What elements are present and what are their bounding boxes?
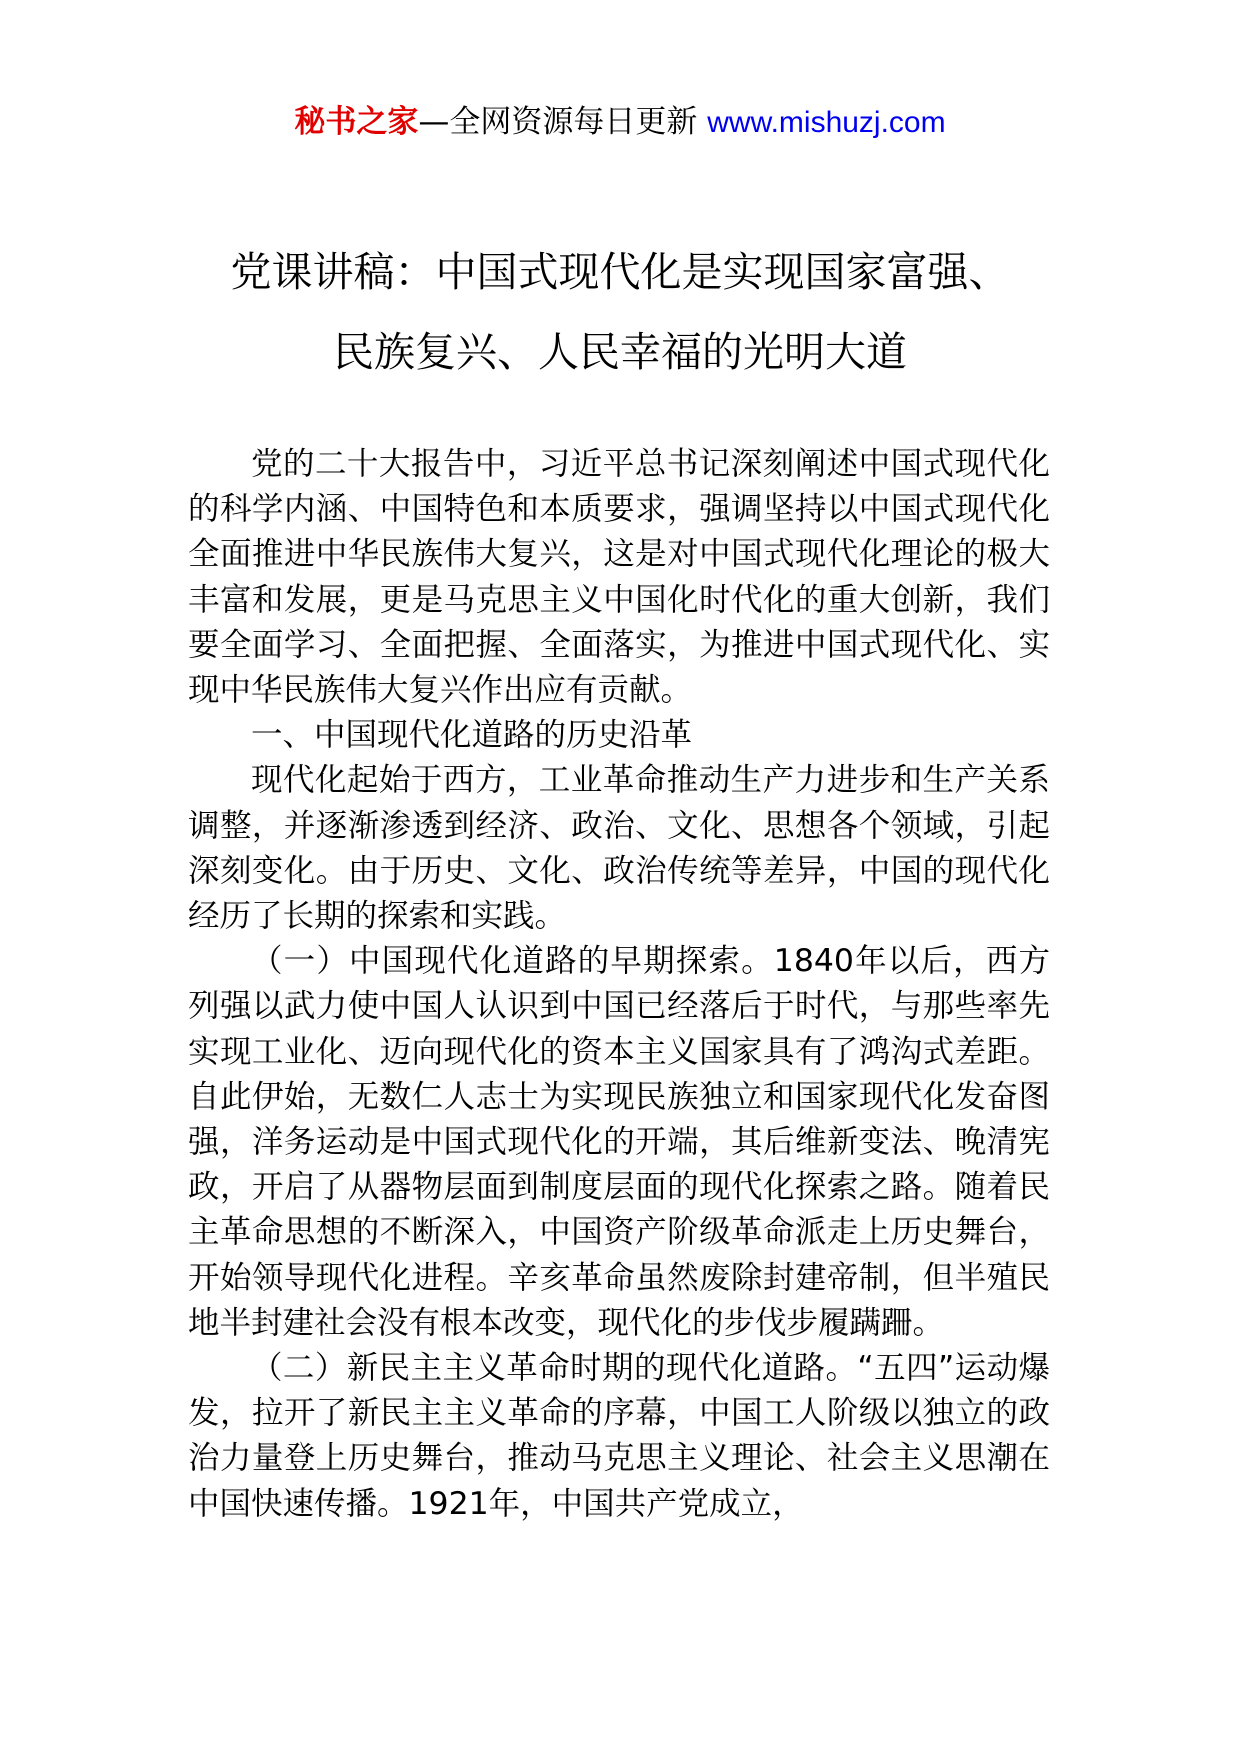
paragraph-modernization-origin: 现代化起始于西方，工业革命推动生产力进步和生产关系调整，并逐渐渗透到经济、政治、文化、思想各个领域，引起深刻变化。由于历史、文化、政治传统等差异，中国的现代化经历了长期的探索和实践。 [188, 762, 1050, 935]
website-link[interactable]: www.mishuzj.com [707, 106, 946, 139]
paragraph-intro: 党的二十大报告中，习近平总书记深刻阐述中国式现代化的科学内涵、中国特色和本质要求，强调坚持以中国式现代化全面推进中华民族伟大复兴，这是对中国式现代化理论的极大丰富和发展，更是马克思主义中国化时代化的重大创新，我们要全面学习、全面把握、全面落实，为推进中国式现代化、实现中华民族伟大复兴作出应有贡献。 [188, 446, 1050, 709]
section-heading-1: 一、中国现代化道路的历史沿革 [251, 717, 693, 754]
header-slogan: —全网资源每日更新 [418, 104, 708, 140]
paragraph-new-democratic: （二）新民主主义革命时期的现代化道路。“五四”运动爆发，拉开了新民主主义革命的序幕，中国工人阶级以独立的政治力量登上历史舞台，推动马克思主义理论、社会主义思潮在中国快速传播。1921年，中国共产党成立， [188, 1350, 1050, 1522]
title-line-2: 民族复兴、人民幸福的光明大道 [333, 328, 907, 376]
page-header [0, 100, 1240, 145]
title-line-1: 党课讲稿：中国式现代化是实现国家富强、 [230, 248, 1010, 296]
brand-name: 秘书之家 [294, 104, 419, 140]
document-body [188, 442, 1050, 1527]
paragraph-early-exploration: （一）中国现代化道路的早期探索。1840年以后，西方列强以武力使中国人认识到中国已经落后于时代，与那些率先实现工业化、迈向现代化的资本主义国家具有了鸿沟式差距。自此伊始，无数仁人志士为实现民族独立和国家现代化发奋图强，洋务运动是中国式现代化的开端，其后维新变法、晚清宪政，开启了从器物层面到制度层面的现代化探索之路。随着民主革命思想的不断深入，中国资产阶级革命派走上历史舞台，开始领导现代化进程。辛亥革命虽然废除封建帝制，但半殖民地半封建社会没有根本改变，现代化的步伐步履蹒跚。 [188, 943, 1050, 1341]
document-title [140, 232, 1100, 392]
